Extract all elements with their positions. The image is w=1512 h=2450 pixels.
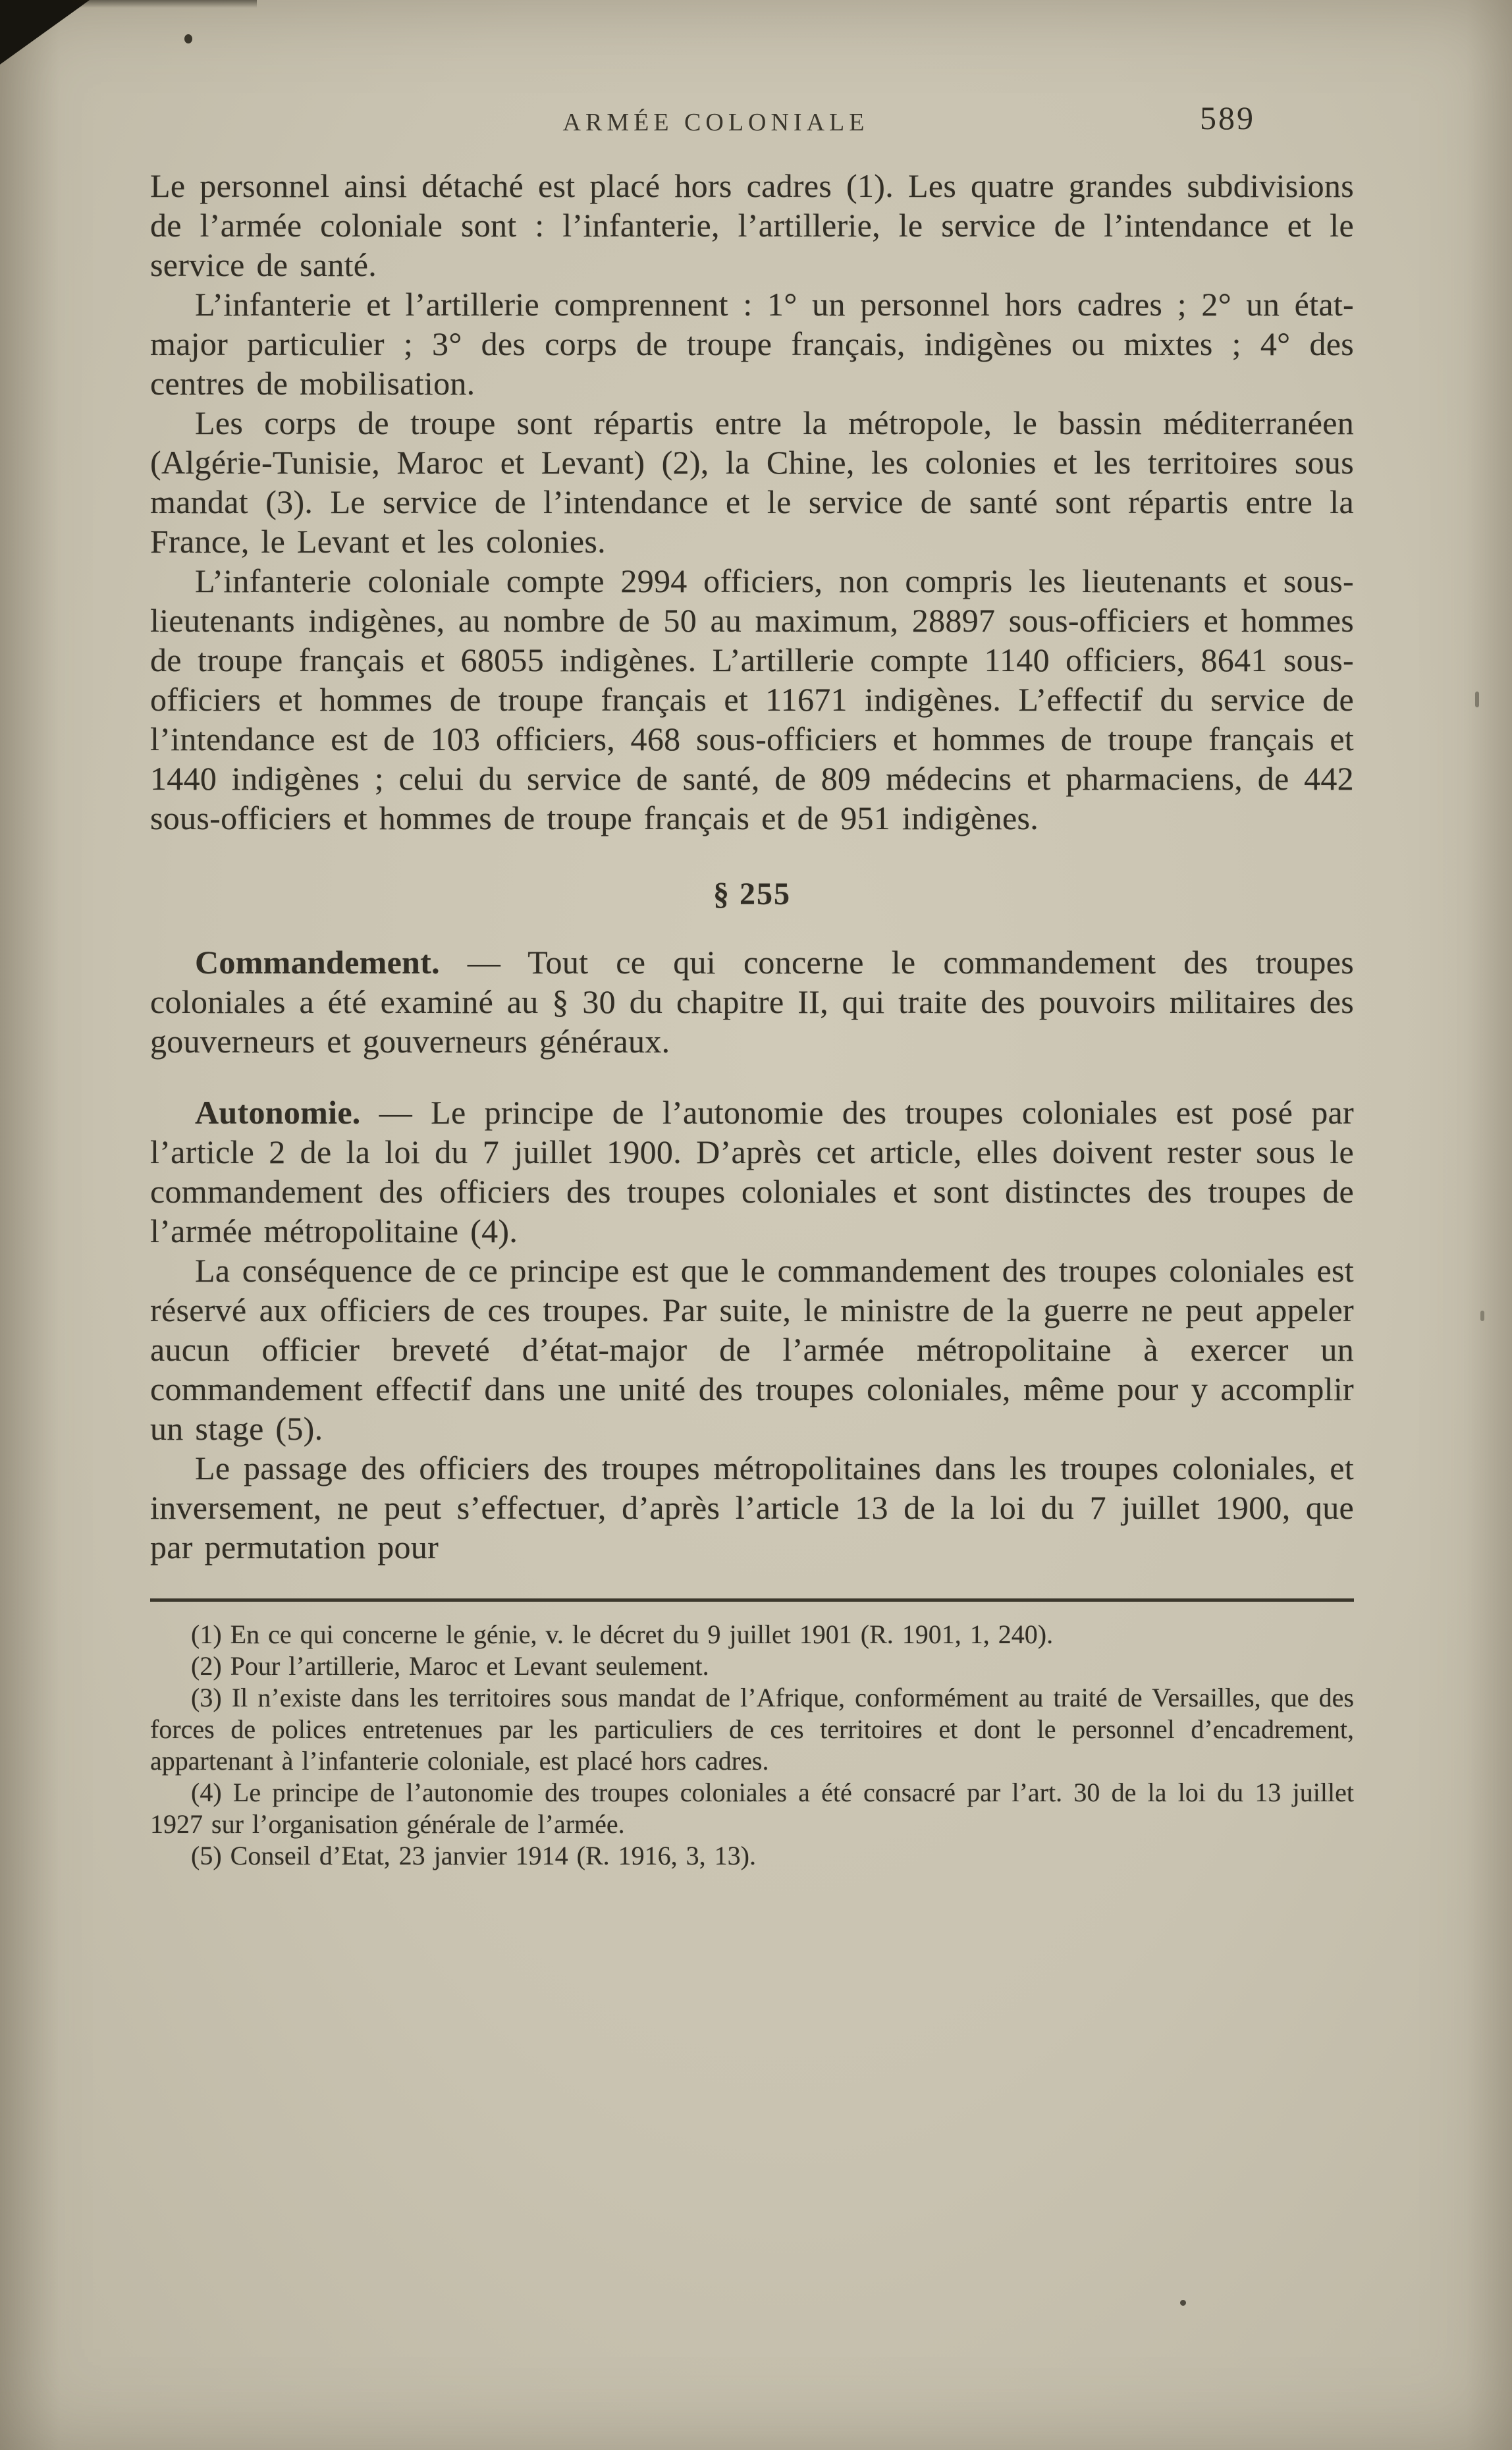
paragraph: L’infanterie coloniale compte 2994 officiers, non compris les lieutenants et sous-lieutenants indigènes, au nombre de 50 au maximum, 28897 sous-officiers et hommes de troupe français et 68055 indigènes. L’artillerie compte 1140 officiers, 8641 sous-officiers et hommes de troupe français et 11671 indigènes. L’effectif du service de l’intendance est de 103 officiers, 468 sous-officiers et hommes de troupe français et 1440 indigènes ; celui du service de santé, de 809 médecins et pharmaciens, de 442 sous-officiers et hommes de troupe français et de 951 indigènes. xyxy=(150,562,1354,836)
ink-speck xyxy=(1180,2300,1186,2306)
paragraph-text: — Le principe de l’autonomie des troupes coloniales est posé par l’article 2 de la loi du 7 juillet 1900. D’après cet article, elles doivent rester sous le commandement des officiers des troupes coloniales et sont distinctes des troupes de l’armée métropolitaine (4). xyxy=(150,1094,1354,1249)
paragraph: L’infanterie et l’artillerie comprennent : 1° un personnel hors cadres ; 2° un état-major particulier ; 3° des corps de troupe français, indigènes ou mixtes ; 4° des centres de mobilisation. xyxy=(150,286,1354,402)
ink-speck xyxy=(1475,692,1479,707)
footnote-rule xyxy=(150,1598,1354,1602)
footnotes xyxy=(150,1619,1354,1872)
paragraph: Les corps de troupe sont répartis entre la métropole, le bassin méditerranéen (Algérie-Tunisie, Maroc et Levant) (2), la Chine, les colonies et les territoires sous mandat (3). Le service de l’intendance et le service de santé sont répartis entre la France, le Levant et les colonies. xyxy=(150,404,1354,560)
page-body xyxy=(150,166,1354,1872)
footnote: (4) Le principe de l’autonomie des troupes coloniales a été consacré par l’art. 30 de la loi du 13 juillet 1927 sur l’organisation générale de l’armée. xyxy=(150,1778,1354,1839)
paragraph-autonomie xyxy=(150,1093,1354,1251)
page-corner-shadow xyxy=(0,0,99,69)
running-title: ARMÉE COLONIALE xyxy=(562,109,869,136)
paragraph: Le personnel ainsi détaché est placé hors cadres (1). Les quatre grandes subdivisions de l’armée coloniale sont : l’infanterie, l’artillerie, le service de l’intendance et le service de santé. xyxy=(150,167,1354,283)
paragraph-text: — Tout ce qui concerne le commandement des troupes coloniales a été examiné au § 30 du chapitre II, qui traite des pouvoirs militaires des gouverneurs et gouverneurs généraux. xyxy=(150,944,1354,1060)
ink-speck xyxy=(1480,1311,1484,1321)
paragraph: Le passage des officiers des troupes métropolitaines dans les troupes coloniales, et inversement, ne peut s’effectuer, d’après l’article 13 de la loi du 7 juillet 1900, que par permutation pour xyxy=(150,1450,1354,1565)
paragraph-lead: Commandement. xyxy=(195,944,440,981)
scan-edge-smear xyxy=(72,0,257,8)
footnote: (3) Il n’existe dans les territoires sous mandat de l’Afrique, conformément au traité de Versailles, que des forces de polices entretenues par les particuliers de ces territoires et dont le personnel d’encadrement, appartenant à l’infanterie coloniale, est placé hors cadres. xyxy=(150,1683,1354,1776)
running-header xyxy=(150,99,1354,151)
page-number: 589 xyxy=(1200,99,1255,136)
footnote: (2) Pour l’artillerie, Maroc et Levant seulement. xyxy=(191,1651,709,1681)
section-heading: § 255 xyxy=(713,877,791,912)
ink-speck xyxy=(184,34,192,43)
paragraph: La conséquence de ce principe est que le commandement des troupes coloniales est réservé aux officiers de ces troupes. Par suite, le ministre de la guerre ne peut appeler aucun officier breveté d’état-major de l’armée métropolitaine à exercer un commandement effectif dans une unité des troupes coloniales, même pour y accomplir un stage (5). xyxy=(150,1252,1354,1447)
paragraph-lead: Autonomie. xyxy=(195,1094,361,1131)
footnote: (1) En ce qui concerne le génie, v. le décret du 9 juillet 1901 (R. 1901, 1, 240). xyxy=(191,1620,1054,1649)
paragraph-commandement xyxy=(150,942,1354,1061)
footnote: (5) Conseil d’Etat, 23 janvier 1914 (R. 1916, 3, 13). xyxy=(191,1841,756,1870)
